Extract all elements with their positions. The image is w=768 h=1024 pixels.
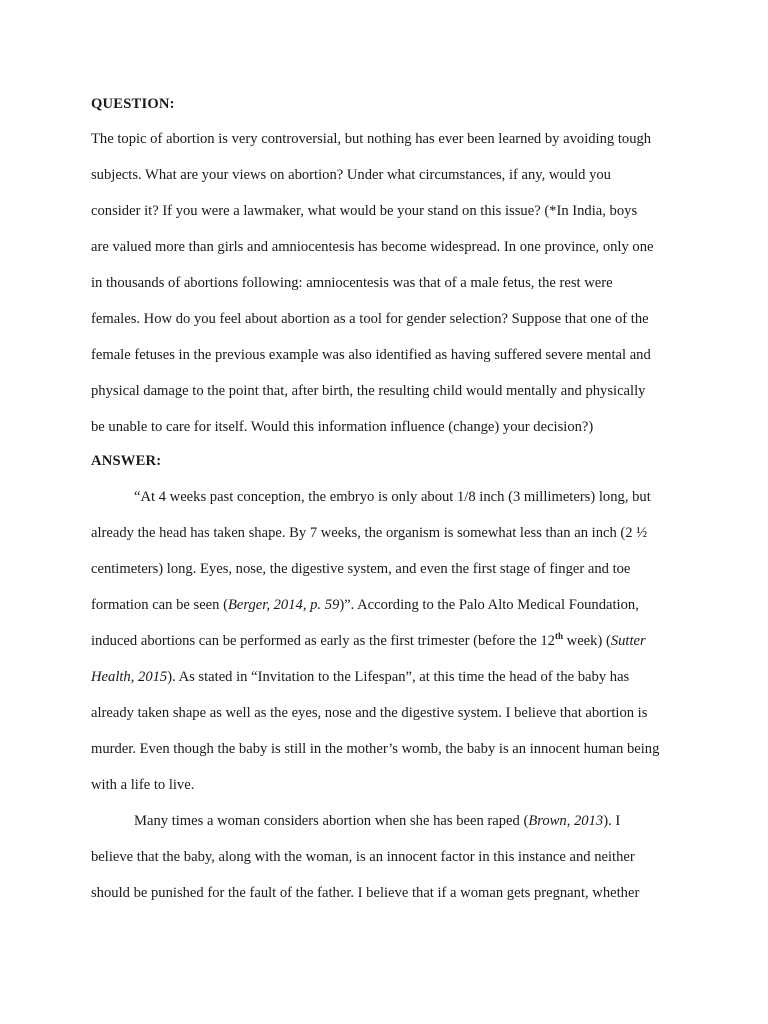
answer-p1-line-5-text-a: induced abortions can be performed as early as the first trimester (before the 12 — [91, 633, 555, 649]
answer-p1-line-6-text: ). As stated in “Invitation to the Lifespan”, at this time the head of the baby has — [167, 669, 630, 685]
question-line-3: consider it? If you were a lawmaker, what would be your stand on this issue? (*In India, boys — [91, 203, 638, 219]
question-line-6: females. How do you feel about abortion as a tool for gender selection? Suppose that one of the — [91, 311, 649, 327]
question-line-9: be unable to care for itself. Would this information influence (change) your decision?) — [91, 419, 594, 435]
answer-p2-line-1-text-b: ). I — [603, 813, 621, 829]
answer-p1-line-2: already the head has taken shape. By 7 weeks, the organism is somewhat less than an inch (2 ½ — [91, 525, 648, 541]
answer-p1-line-4-text-a: formation can be seen ( — [91, 597, 228, 613]
answer-p1-line-4 — [91, 596, 639, 614]
question-line-4: are valued more than girls and amniocentesis has become widespread. In one province, only one — [91, 239, 654, 255]
question-heading: QUESTION: — [91, 96, 175, 112]
answer-p1-line-7: already taken shape as well as the eyes, nose and the digestive system. I believe that abortion is — [91, 705, 648, 721]
question-line-8: physical damage to the point that, after birth, the resulting child would mentally and physically — [91, 383, 646, 399]
answer-p1-line-1: “At 4 weeks past conception, the embryo is only about 1/8 inch (3 millimeters) long, but — [134, 489, 651, 505]
ordinal-superscript: th — [554, 631, 563, 641]
answer-p2-line-3: should be punished for the fault of the father. I believe that if a woman gets pregnant, whether — [91, 885, 640, 901]
answer-p1-line-4-text-b: )”. According to the Palo Alto Medical Foundation, — [339, 597, 639, 613]
question-line-1: The topic of abortion is very controversial, but nothing has ever been learned by avoiding tough — [91, 131, 652, 147]
answer-p1-line-9: with a life to live. — [91, 777, 195, 793]
answer-p1-line-6 — [91, 668, 629, 686]
answer-p2-line-1 — [134, 812, 620, 830]
citation-brown: Brown, 2013 — [528, 813, 604, 829]
answer-p1-line-3: centimeters) long. Eyes, nose, the digestive system, and even the first stage of finger and toe — [91, 561, 631, 577]
answer-p2-line-2: believe that the baby, along with the woman, is an innocent factor in this instance and neither — [91, 849, 635, 865]
question-line-2: subjects. What are your views on abortion? Under what circumstances, if any, would you — [91, 167, 611, 183]
question-line-5: in thousands of abortions following: amniocentesis was that of a male fetus, the rest were — [91, 275, 613, 291]
question-line-7: female fetuses in the previous example was also identified as having suffered severe mental and — [91, 347, 651, 363]
citation-sutter: Sutter — [610, 633, 646, 649]
answer-p1-line-5 — [91, 632, 646, 651]
citation-sutter-health: Health, 2015 — [91, 669, 168, 685]
answer-p1-line-8: murder. Even though the baby is still in the mother’s womb, the baby is an innocent human being — [91, 741, 660, 757]
citation-berger: Berger, 2014, p. 59 — [227, 597, 340, 613]
answer-p1-line-5-text-b: week) ( — [563, 633, 611, 649]
answer-p2-line-1-text-a: Many times a woman considers abortion when she has been raped ( — [134, 813, 529, 829]
answer-heading: ANSWER: — [91, 453, 162, 469]
